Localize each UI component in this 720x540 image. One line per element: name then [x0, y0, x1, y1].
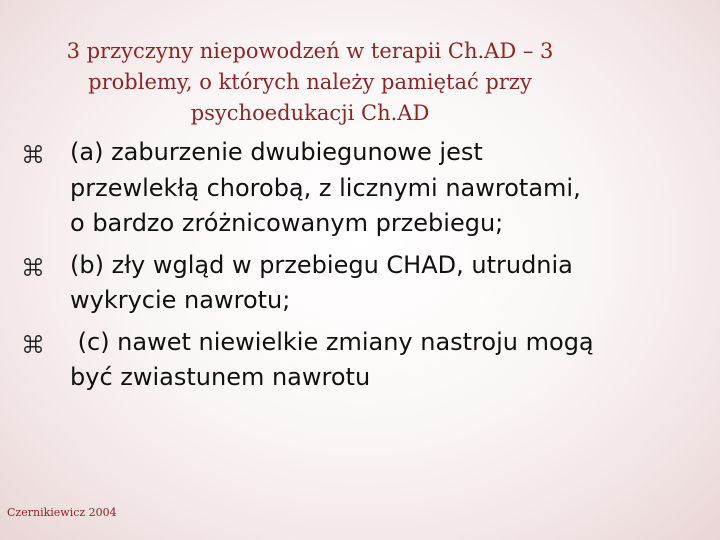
bullet-line: (b) zły wgląd w przebiegu CHAD, utrudnia	[70, 250, 573, 279]
bullet-item-a	[0, 135, 720, 242]
slide-title-line: psychoedukacji Ch.AD	[190, 101, 430, 125]
bullet-item-b	[0, 248, 720, 319]
footer-citation: Czernikiewicz 2004	[7, 506, 117, 519]
bullet-line: (a) zaburzenie dwubiegunowe jest	[70, 138, 483, 166]
bullet-line: być zwiastunem nawrotu	[70, 363, 371, 391]
command-key-icon	[22, 333, 44, 355]
bullet-line: przewlekłą chorobą, z licznymi nawrotami,	[70, 173, 581, 202]
bullet-list	[0, 135, 720, 402]
command-key-icon	[22, 256, 44, 278]
slide-title-line: 3 przyczyny niepowodzeń w terapii Ch.AD – 3	[66, 39, 554, 63]
bullet-line: wykrycie nawrotu;	[70, 286, 291, 314]
bullet-line: o bardzo zróżnicowanym przebiegu;	[70, 209, 504, 237]
bullet-line: (c) nawet niewielkie zmiany nastroju mogą	[70, 327, 594, 356]
slide-title	[20, 36, 600, 129]
bullet-item-c	[0, 325, 720, 396]
command-key-icon	[22, 143, 44, 165]
slide-title-line: problemy, o których należy pamiętać przy	[88, 70, 532, 94]
